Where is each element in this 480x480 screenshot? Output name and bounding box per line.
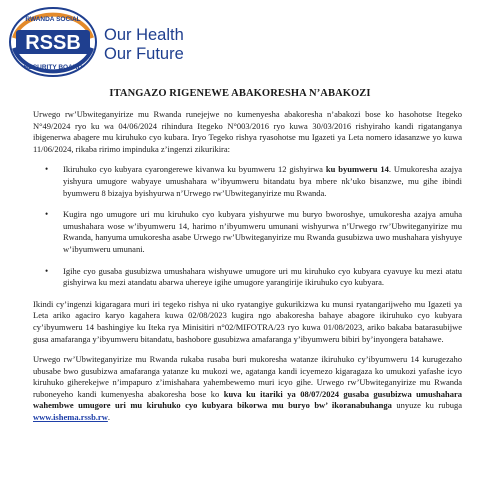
bullet-emphasis: ku byumweru 14 (325, 164, 389, 175)
tagline-line-1: Our Health (104, 26, 184, 44)
bullet-text: Ikiruhuko cyo kubyara cyarongerewe kivanwa ku byumweru 12 gishyirwa (63, 164, 326, 175)
changes-list (33, 164, 462, 288)
document-title: ITANGAZO RIGENEWE ABAKORESHA N’ABAKOZI (109, 88, 371, 99)
bullet-icon: • (45, 164, 49, 175)
tagline (104, 26, 184, 64)
bullet-text: Igihe cyo gusaba gusubizwa umushahara wishyuwe umugore uri mu kiruhuko cyo kubyara cyavuye ku mezi atatu gishyirwa ku mezi atandatu abarwa uhereye igihe umugore yarangirije ikiruhuko cyo kubyara. (63, 265, 462, 288)
bullet-icon: • (45, 265, 49, 276)
rssb-logo (8, 6, 98, 78)
list-item (45, 209, 462, 255)
tagline-line-2: Our Future (104, 45, 184, 63)
bullet-text: . Umukoresha azajya yishyura umugore wabyaye umushahara w’ibyumweru bitandatu bya mbere nk’uko bisanzwe, mu gihe ibindi byumweru 8 bizajya byishyurwa n’Urwego rw’Ubwiteganyirize mu Rwanda. (63, 164, 462, 198)
bullet-icon: • (45, 209, 49, 220)
intro-paragraph: Urwego rw’Ubwiteganyirize mu Rwanda runejejwe no kumenyesha abakoresha n’abakozi bose ko hasohotse Itegeko N°49/2024 ryo ku wa 04/06/2024 rihindura Itegeko N°003/2016 ryo kuwa 30/03/2016 rishyiraho kandi rigatanganya ibigenerwa abagere mu kiruhuko cyo kubara. Iryo Tegeko rishya ryasohotse mu Igazeti ya Leta nomero idasanzwe yo kuwa 11/06/2024, rikaba ririmo impinduka z’ingenzi zikurikira: (33, 109, 462, 154)
paragraph-request (33, 354, 462, 424)
paragraph-text: . (107, 412, 110, 423)
document-body (33, 109, 462, 433)
bullet-text: Kugira ngo umugore uri mu kiruhuko cyo kubyara yishyurwe mu buryo bworoshye, umukoresha azajya amuha umushahara wose w’ibyumweru 14, harimo n’ibyumweru umunani wishyurwa n’Urwego rw’Ubwiteganyirize mu Rwanda, hanyuma umukoresha asabe Urwego rw’Ubwiteganyirize mu Rwanda gusubizwa uwo mushahara yishyuye w’ibyumweru umunani. (63, 209, 462, 254)
paragraph-text: Urwego rw’Ubwiteganyirize mu Rwanda rukaba rusaba buri mukoresha watanze ikiruhuko cy’ibyumweru 14 kurugezaho ubusabe bwo gusubizwa amafaranga yatanze ku mukozi we, agatanga kandi icyemezo kigaragaza ko umukozi yafashe icyo kiruhuko giherekejwe n’impapuro z’imishahara yahembewemo muri icyo gihe. Urwego rw’Ubwiteganyirize mu Rwanda ruboneyeho kandi kumenyesha abakoresha bose ko (33, 354, 462, 399)
letterhead (8, 6, 468, 78)
svg-text:RSSB: RSSB (25, 32, 81, 54)
ishema-link[interactable]: www.ishema.rssb.rw (33, 412, 108, 423)
deadline-emphasis: kuva ku itariki ya 08/07/2024 gusaba gusubizwa umushahara wahembwe umugore uri mu kiruhuko cyo kubyara bikorwa mu buryo bw’ ikoranabuhanga (33, 388, 462, 411)
svg-text:RWANDA SOCIAL: RWANDA SOCIAL (25, 16, 81, 23)
paragraph-retroactive: Ikindi cy’ingenzi kigaragara muri iri tegeko rishya ni uko ryatangiye gukurikizwa ku munsi ryatangarijweho mu Igazeti ya Leta ariko agaciro karyo kagahera kuwa 02/08/2023 kugira ngo abakoresha bahaye abagore ikiruhuko cyo kubyara cy’ibyumweru 14 bashingiye ku Iteka rya Minisitiri n°02/MIFOTRA/23 ryo kuwa 01/08/2023, ariko bakaba batarasubijwe gusa amafaranga y’ibyumweru bitandatu, bashobore gusubizwa amafaranga y’ibyumweru bibiri by’inyongera batahawe. (33, 298, 462, 344)
list-item (45, 164, 462, 199)
list-item (45, 265, 462, 289)
svg-text:SECURITY BOARD: SECURITY BOARD (23, 64, 83, 71)
paragraph-text: unyuze ku rubuga (391, 400, 462, 411)
